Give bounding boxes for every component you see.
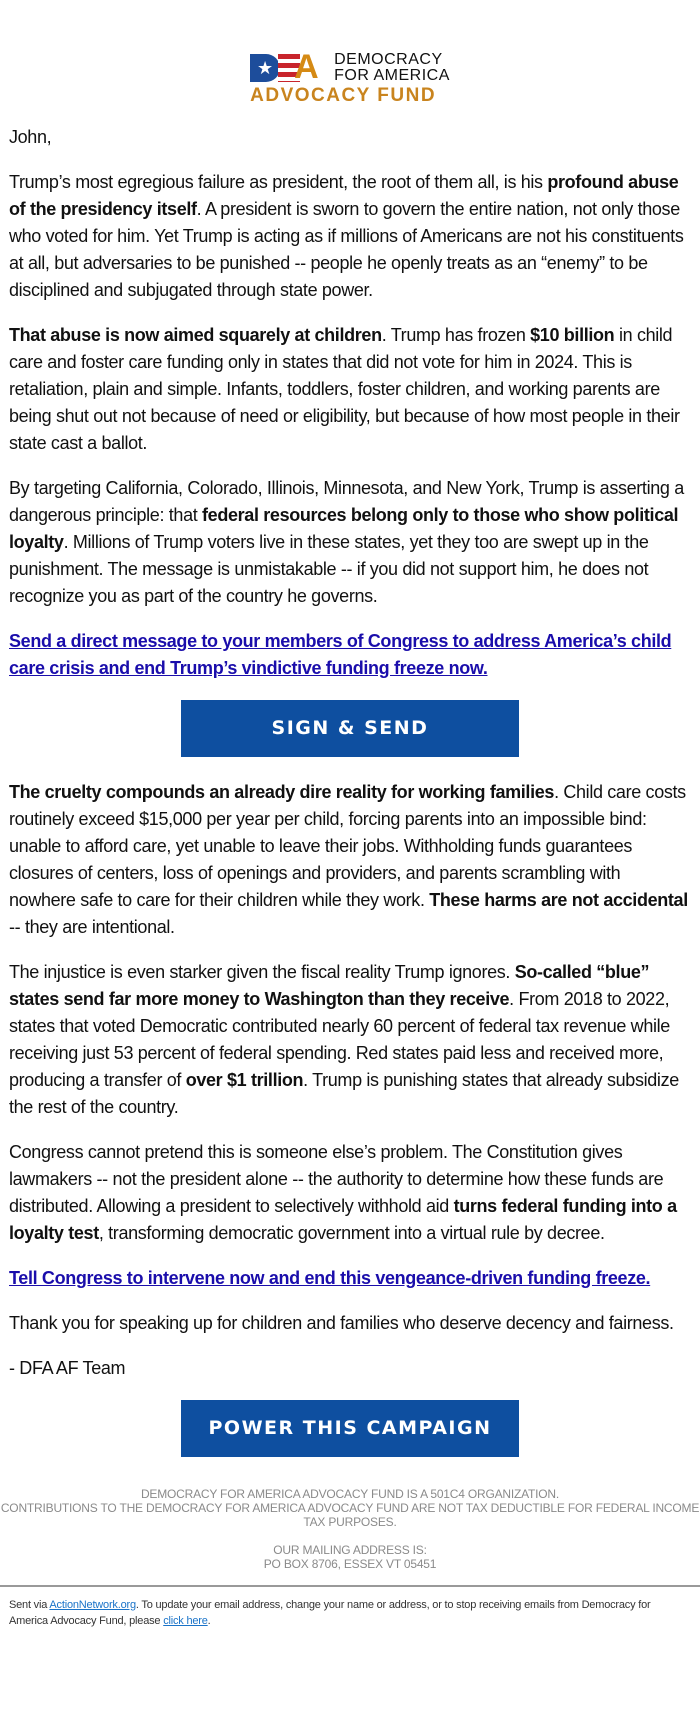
body-paragraph xyxy=(9,475,691,610)
period: . xyxy=(207,1615,211,1627)
logo-line3: ADVOCACY FUND xyxy=(250,85,437,106)
bold-text: That abuse is now aimed squarely at children xyxy=(9,325,382,345)
body-paragraph xyxy=(9,1139,691,1247)
unsubscribe-text: . To update your email address, change your name or address, or to stop receiving emails from Democracy for America Advocacy Fund, please xyxy=(9,1599,651,1627)
text: Trump’s most egregious failure as president, the root of them all, is his xyxy=(9,172,548,192)
footer-tax-line: CONTRIBUTIONS TO THE DEMOCRACY FOR AMERICA ADVOCACY FUND ARE NOT TAX DEDUCTIBLE FOR FEDERAL INCOME TAX PURPOSES. xyxy=(0,1501,700,1529)
signoff: - DFA AF Team xyxy=(9,1358,126,1378)
footer xyxy=(0,1487,700,1571)
congress-message-link[interactable]: Send a direct message to your members of Congress to address America’s child care crisis and end Trump’s vindictive funding freeze now. xyxy=(9,631,672,678)
text: Congress cannot pretend this is someone else’s problem. The Constitution gives lawmakers -- not the president alone -- the authority to determine how these funds are distributed. Allowing a president to selectively withhold aid xyxy=(9,1142,664,1216)
tell-congress-link[interactable]: Tell Congress to intervene now and end this vengeance-driven funding freeze. xyxy=(9,1268,651,1288)
body-paragraph xyxy=(9,169,691,304)
unsubscribe-notice xyxy=(0,1587,700,1639)
logo-line2: FOR AMERICA xyxy=(334,67,450,84)
bold-text: federal resources belong only to those who show political loyalty xyxy=(9,505,679,552)
bold-text: So-called “blue” states send far more money to Washington than they receive xyxy=(9,962,650,1009)
greeting: John, xyxy=(9,127,52,147)
text: . Millions of Trump voters live in these states, yet they too are swept up in the punishment. The message is unmistakable -- if you did not support him, he does not recognize you as part of the country he governs. xyxy=(9,532,649,606)
bold-text: These harms are not accidental xyxy=(429,890,688,910)
text: -- they are intentional. xyxy=(9,917,175,937)
footer-address: PO BOX 8706, ESSEX VT 05451 xyxy=(263,1557,437,1571)
thanks-text: Thank you for speaking up for children and families who deserve decency and fairness. xyxy=(9,1313,674,1333)
logo xyxy=(0,0,700,112)
body-paragraph xyxy=(9,959,691,1121)
text: By targeting California, Colorado, Illinois, Minnesota, and New York, Trump is asserting a dangerous principle: that xyxy=(9,478,684,525)
body-paragraph xyxy=(9,779,691,941)
bold-text: over $1 trillion xyxy=(185,1070,304,1090)
text: . A president is sworn to govern the entire nation, not only those who voted for him. Yet Trump is acting as if millions of Americans are not his constituents at all, but adversaries to be punished -- people he openly treats as an “enemy” to be disciplined and subjugated through state power. xyxy=(9,199,684,300)
bold-text: turns federal funding into a loyalty test xyxy=(9,1196,677,1243)
bold-text: $10 billion xyxy=(530,325,615,345)
text: . Child care costs routinely exceed $15,000 per year per child, forcing parents into an impossible bind: unable to afford care, yet unable to leave their jobs. Withholding funds guarantees closures of centers, loss of openings and providers, and parents scrambling with nowhere safe to care for their children while they work. xyxy=(9,782,686,910)
text: The injustice is even starker given the fiscal reality Trump ignores. xyxy=(9,962,515,982)
click-here-link[interactable]: click here xyxy=(163,1615,208,1627)
sign-and-send-button[interactable]: SIGN & SEND xyxy=(181,700,519,757)
body-paragraph xyxy=(9,322,691,457)
text: in child care and foster care funding only in states that did not vote for him in 2024. This is retaliation, plain and simple. Infants, toddlers, foster children, and working parents are being shut out not because of need or eligibility, but because of how most people in their state cast a ballot. xyxy=(9,325,680,453)
text: , transforming democratic government into a virtual rule by decree. xyxy=(98,1223,605,1243)
text: . Trump is punishing states that already subsidize the rest of the country. xyxy=(9,1070,679,1117)
logo-line1: DEMOCRACY xyxy=(334,51,443,68)
actionnetwork-link[interactable]: ActionNetwork.org xyxy=(49,1599,136,1611)
text: . Trump has frozen xyxy=(381,325,531,345)
power-this-campaign-button[interactable]: POWER THIS CAMPAIGN xyxy=(181,1400,519,1457)
sent-via-text: Sent via xyxy=(9,1599,50,1611)
footer-address-label: OUR MAILING ADDRESS IS: xyxy=(273,1543,427,1557)
bold-text: profound abuse of the presidency itself xyxy=(9,172,679,219)
dfa-logo-mark: ★ A xyxy=(250,54,330,82)
bold-text: The cruelty compounds an already dire reality for working families xyxy=(9,782,555,802)
text: . From 2018 to 2022, states that voted Democratic contributed nearly 60 percent of federal tax revenue while receiving just 53 percent of federal spending. Red states paid less and received more, producing a transfer of xyxy=(9,989,670,1090)
footer-org-line: DEMOCRACY FOR AMERICA ADVOCACY FUND IS A 501C4 ORGANIZATION. xyxy=(140,1487,560,1501)
